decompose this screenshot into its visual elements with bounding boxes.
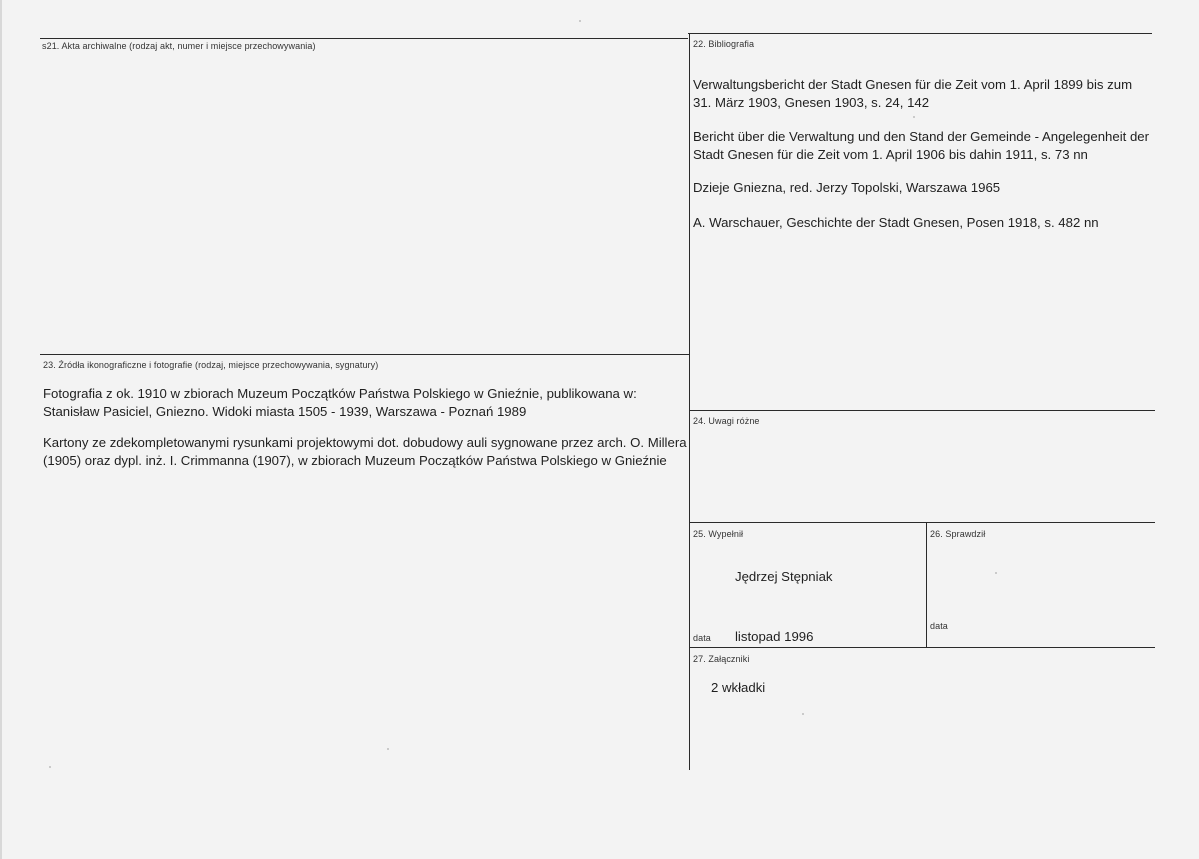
top-divider-right: [688, 33, 1152, 34]
section-25-date-label: data: [693, 633, 711, 643]
scan-speck: [579, 20, 581, 22]
top-divider-left: [40, 38, 688, 39]
section-21-label: s21. Akta archiwalne (rodzaj akt, numer i miejsce przechowywania): [42, 41, 316, 51]
center-divider: [689, 33, 690, 770]
iconography-list: [43, 385, 688, 469]
scan-speck: [913, 116, 915, 118]
filled-by-name: Jędrzej Stępniak: [735, 569, 833, 584]
section-23-divider: [40, 354, 690, 355]
bibliography-entry-3: Dzieje Gniezna, red. Jerzy Topolski, Warszawa 1965: [693, 180, 1001, 195]
iconography-entry-2: Kartony ze zdekompletowanymi rysunkami projektowymi dot. dobudowy auli sygnowane przez arch. O. Millera (1905) oraz dypl. inż. I. Crimmanna (1907), w zbiorach Muzeum Początków Państwa Polskiego w Gnieźnie: [43, 435, 687, 468]
scan-speck: [995, 572, 997, 574]
iconography-entry-1: Fotografia z ok. 1910 w zbiorach Muzeum Początków Państwa Polskiego w Gnieźnie, publikowana w: Stanisław Pasiciel, Gniezno. Widoki miasta 1505 - 1939, Warszawa - Poznań 1989: [43, 386, 637, 419]
bibliography-list: [693, 76, 1153, 231]
bibliography-entry-4: A. Warschauer, Geschichte der Stadt Gnesen, Posen 1918, s. 482 nn: [693, 214, 1099, 230]
scan-speck: [802, 713, 804, 715]
section-24-label: 24. Uwagi różne: [693, 416, 760, 426]
section-25-26-divider: [926, 522, 927, 647]
section-26-label: 26. Sprawdził: [930, 529, 986, 539]
scan-speck: [49, 766, 51, 768]
bibliography-entry-1: Verwaltungsbericht der Stadt Gnesen für die Zeit vom 1. April 1899 bis zum 31. März 1903, Gnesen 1903, s. 24, 142: [693, 77, 1133, 110]
section-25-divider: [690, 522, 1155, 523]
section-27-label: 27. Załączniki: [693, 654, 750, 664]
section-23-label: 23. Źródła ikonograficzne i fotografie (rodzaj, miejsce przechowywania, sygnatury): [43, 360, 379, 370]
section-22-label: 22. Bibliografia: [693, 39, 755, 49]
section-25-label: 25. Wypełnił: [693, 529, 744, 539]
filled-by-date: listopad 1996: [735, 629, 814, 644]
attachments-value: 2 wkładki: [711, 680, 766, 695]
scan-speck: [387, 748, 389, 750]
section-24-divider: [690, 410, 1155, 411]
section-27-divider: [690, 647, 1155, 648]
section-26-date-label: data: [930, 621, 948, 631]
bibliography-entry-2: Bericht über die Verwaltung und den Stand der Gemeinde - Angelegenheit der Stadt Gnesen für die Zeit vom 1. April 1906 bis dahin 1911, s. 73 nn: [693, 129, 1150, 162]
